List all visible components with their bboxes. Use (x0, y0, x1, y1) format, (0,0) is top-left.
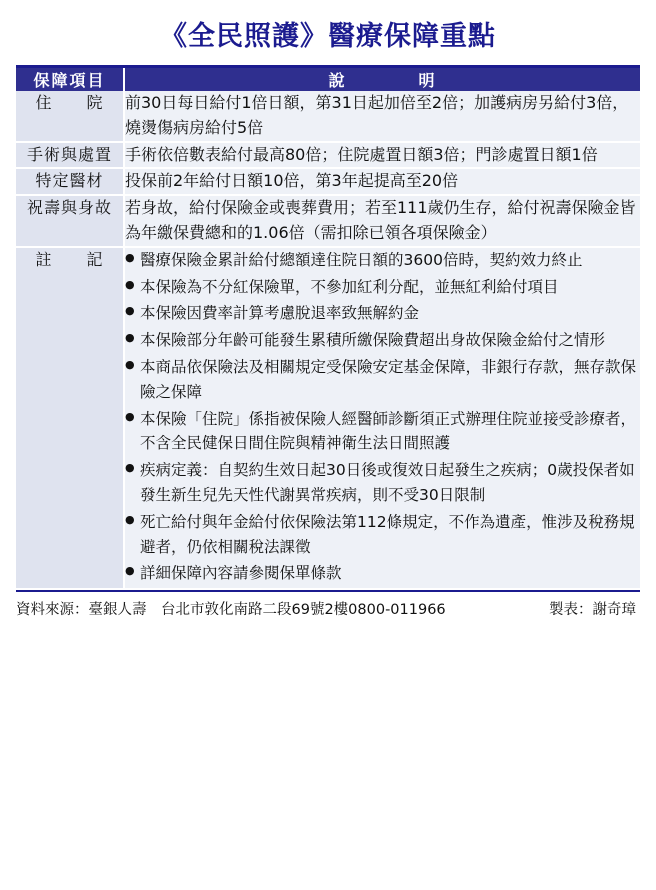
notes-body (124, 247, 640, 589)
notes-list (125, 248, 640, 586)
notes-label (16, 247, 124, 589)
list-item: ● 本保險「住院」係指被保險人經醫師診斷須正式辦理住院並接受診療者，不含全民健保日間住院與精神衛生法日間照護 (125, 407, 640, 457)
header-description: 說 明 (124, 68, 640, 91)
coverage-table (16, 68, 640, 590)
list-item: ● 本保險為不分紅保險單，不參加紅利分配，並無紅利給付項目 (125, 275, 640, 300)
footer-maker: 製表：謝奇璋 (549, 602, 636, 619)
row-label (16, 142, 124, 169)
list-item: ● 本商品依保險法及相關規定受保險安定基金保障，非銀行存款，無存款保險之保障 (125, 355, 640, 405)
row-description: 投保前2年給付日額10倍，第3年起提高至20倍 (124, 168, 640, 195)
notes-row (16, 247, 640, 589)
row-label-text: 住 院 (35, 93, 104, 112)
list-item: ● 本保險部分年齡可能發生累積所繳保險費超出身故保險金給付之情形 (125, 328, 640, 353)
list-item: ● 詳細保障內容請參閱保單條款 (125, 561, 640, 586)
row-label (16, 91, 124, 142)
row-label (16, 195, 124, 247)
list-item: ● 疾病定義：自契約生效日起30日後或復效日起發生之疾病；0歲投保者如發生新生兒先天性代謝異常疾病，則不受30日限制 (125, 458, 640, 508)
footer (16, 590, 640, 619)
table-row (16, 142, 640, 169)
list-item: ● 醫療保險金累計給付總額達住院日額的3600倍時，契約效力終止 (125, 248, 640, 273)
table-row (16, 168, 640, 195)
footer-source: 資料來源：臺銀人壽 台北市敦化南路二段69號2樓0800-011966 (16, 602, 446, 619)
row-label-text: 祝壽與身故 (26, 198, 112, 218)
row-label (16, 168, 124, 195)
page-title: 《全民照護》醫療保障重點 (160, 21, 496, 52)
table-row (16, 195, 640, 247)
row-label-text: 手術與處置 (26, 144, 112, 164)
list-item: ● 本保險因費率計算考慮脫退率致無解約金 (125, 301, 640, 326)
row-description: 手術依倍數表給付最高80倍；住院處置日額3倍；門診處置日額1倍 (124, 142, 640, 169)
header-item: 保障項目 (16, 68, 124, 91)
table-header-row (16, 68, 640, 91)
list-item: ● 死亡給付與年金給付依保險法第112條規定，不作為遺產，惟涉及稅務規避者，仍依相關稅法課徵 (125, 510, 640, 560)
row-description: 前30日每日給付1倍日額，第31日起加倍至2倍；加護病房另給付3倍，燒燙傷病房給付5倍 (124, 91, 640, 142)
row-label-text: 特定醫材 (35, 171, 104, 191)
table-row (16, 91, 640, 142)
notes-label-text: 註 記 (35, 249, 104, 269)
row-description: 若身故，給付保險金或喪葬費用；若至111歲仍生存，給付祝壽保險金皆為年繳保費總和的1.06倍（需扣除已領各項保險金） (124, 195, 640, 247)
